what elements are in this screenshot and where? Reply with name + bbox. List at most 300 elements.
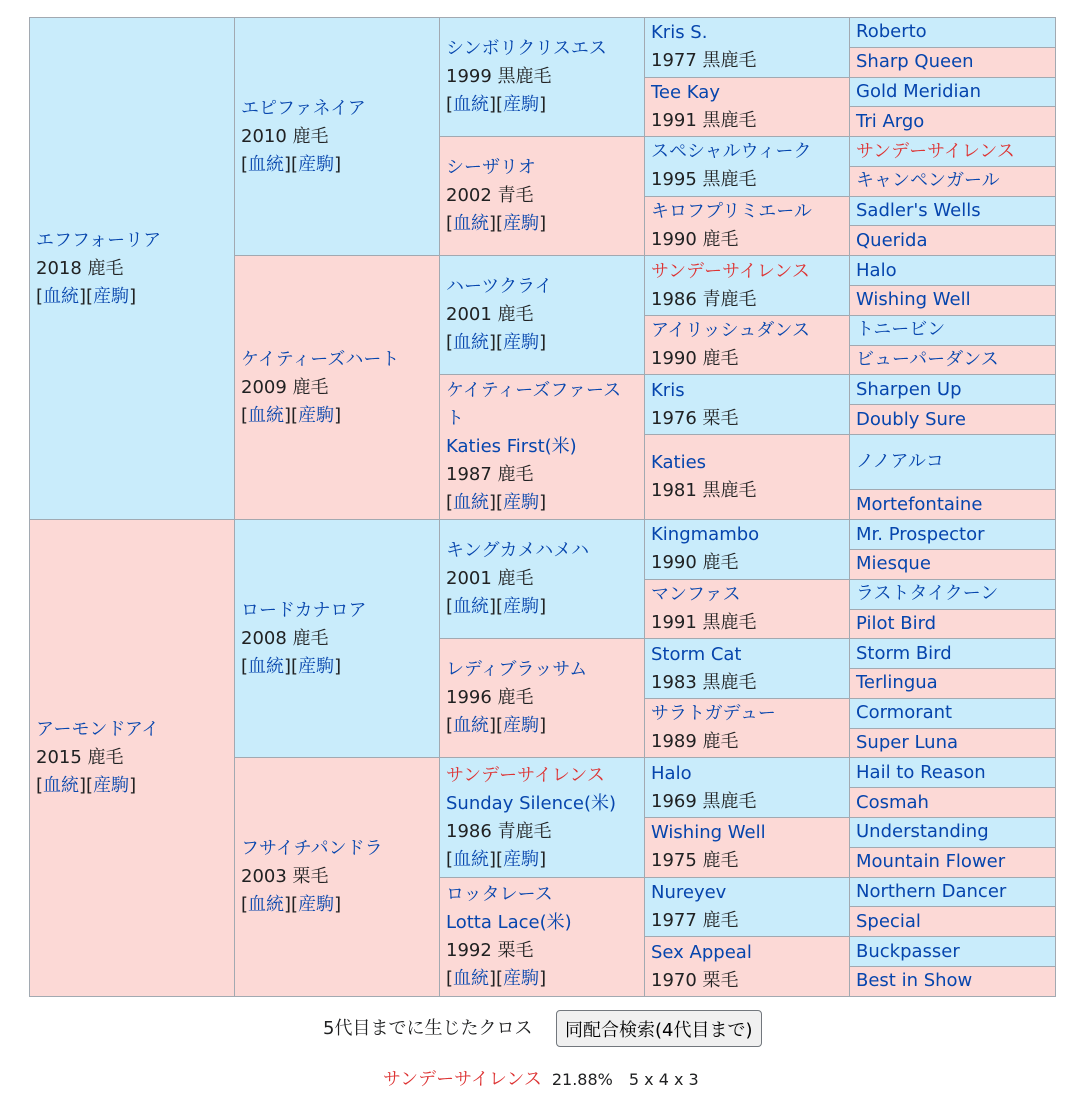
coat-color: 鹿毛 [292,627,329,649]
bracket: ][ [489,213,504,235]
birth-line [651,847,843,875]
bracket: ] [334,894,342,916]
pedigree-cell-gen5 [850,788,1056,818]
horse-name-link[interactable]: アーモンドアイ [36,719,160,741]
link-line [446,712,638,740]
pedigree-cell-gen5 [850,375,1056,405]
horse-name-link[interactable]: スペシャルウィーク [651,141,812,163]
pedigree-cell-gen5 [850,47,1056,77]
pedigree-cell-gen5 [850,966,1056,996]
pedigree-cell-gen3 [440,877,645,996]
pedigree-cell-gen3 [440,520,645,639]
cross-label: 5代目までに生じたクロス [323,1018,533,1039]
horse-name-link[interactable]: ロッタレース [446,883,553,905]
horse-name-link[interactable]: キャンペンガール [856,170,1000,192]
bracket: ] [539,94,547,116]
link-line [241,653,433,681]
pedigree-cell-gen4 [645,818,850,878]
birth-year: 1991 [651,612,697,634]
coat-color: 黒鹿毛 [702,109,757,131]
pedigree-cell-gen5 [850,818,1056,848]
horse-alt-name-link[interactable]: Lotta Lace(米) [446,911,572,933]
coat-color: 鹿毛 [702,228,739,250]
pedigree-cell-gen5 [850,907,1056,937]
birth-line [651,609,843,637]
bracket: [ [446,492,454,514]
coat-color: 鹿毛 [702,348,739,370]
bracket: [ [36,775,44,797]
pedigree-link[interactable]: 血統 [43,775,80,797]
bracket: [ [36,285,44,307]
progeny-link[interactable]: 産駒 [298,894,335,916]
horse-name-link[interactable]: アイリッシュダンス [651,320,810,342]
horse-name-link[interactable]: Katies [651,452,707,474]
pedigree-cell-gen5 [850,166,1056,196]
pedigree-cell-gen3 [440,18,645,137]
bracket: [ [241,404,249,426]
pedigree-link[interactable]: 血統 [453,715,490,737]
pedigree-cell-gen5 [850,847,1056,877]
bracket: ] [539,715,547,737]
cross-horse-link[interactable]: サンデーサイレンス [383,1069,542,1090]
horse-name-link[interactable]: Terlingua [856,672,938,694]
birth-year: 1975 [651,850,697,872]
pedigree-cell-gen4 [645,937,850,997]
same-mating-search-button[interactable]: 同配合検索(4代目まで) [556,1010,762,1047]
link-line [241,151,433,179]
horse-name-link[interactable]: ケイティーズファースト [446,380,622,430]
bracket: [ [446,967,454,989]
horse-name-link[interactable]: Pilot Bird [856,612,937,634]
horse-alt-name-link[interactable]: Katies First(米) [446,436,577,458]
bracket: [ [241,153,249,175]
bracket: ][ [284,894,299,916]
coat-color: 青毛 [497,185,534,207]
horse-name-link[interactable]: Querida [856,229,928,251]
progeny-link[interactable]: 産駒 [503,492,540,514]
birth-year: 2003 [241,866,287,888]
pedigree-link[interactable]: 血統 [453,967,490,989]
pedigree-cell-gen5 [850,345,1056,375]
pedigree-link[interactable]: 血統 [248,655,285,677]
horse-name-link[interactable]: エフフォーリア [36,229,162,251]
coat-color: 鹿毛 [87,257,124,279]
pedigree-link[interactable]: 血統 [453,213,490,235]
birth-line [241,123,433,151]
pedigree-cell-gen5 [850,405,1056,435]
pedigree-cell-gen5 [850,77,1056,107]
horse-name-link[interactable]: ラストタイクーン [856,583,999,605]
pedigree-cell-gen5 [850,728,1056,758]
birth-year: 2002 [446,185,492,207]
pedigree-cell-gen5 [850,877,1056,907]
pedigree-link[interactable]: 血統 [453,596,490,618]
link-line [446,329,638,357]
link-line [446,210,638,238]
link-line [241,891,433,919]
coat-color: 栗毛 [292,866,329,888]
pedigree-cell-gen5 [850,137,1056,167]
horse-name-link[interactable]: エピファネイア [241,97,366,119]
coat-color: 鹿毛 [702,909,739,931]
horse-name-link[interactable]: ロードカナロア [241,599,367,621]
horse-name-link[interactable]: Northern Dancer [856,880,1007,902]
coat-color: 鹿毛 [702,731,739,753]
birth-line [241,374,433,402]
birth-line [446,684,638,712]
horse-name-link[interactable]: シーザリオ [446,157,536,179]
coat-color: 黒鹿毛 [702,671,757,693]
pedigree-cell-gen3 [440,256,645,375]
pedigree-cell-gen5 [850,286,1056,316]
horse-name-link[interactable]: Mr. Prospector [856,523,985,545]
horse-name-link[interactable]: Best in Show [856,970,973,992]
birth-year: 1992 [446,939,492,961]
horse-name-link[interactable]: Halo [651,762,692,784]
horse-name-link[interactable]: Sharpen Up [856,378,962,400]
horse-name-link[interactable]: Storm Cat [651,643,742,665]
pedigree-link[interactable]: 血統 [453,848,490,870]
cross-result [383,1068,699,1092]
birth-year: 2008 [241,627,287,649]
pedigree-cell-gen5 [850,609,1056,639]
progeny-link[interactable]: 産駒 [503,967,540,989]
birth-line [651,107,843,135]
pedigree-cell-gen3 [440,639,645,758]
pedigree-cell-gen5 [850,937,1056,967]
pedigree-cell-gen4 [645,579,850,639]
horse-name-link[interactable]: サラトガデュー [651,703,776,725]
bracket: ] [539,492,547,514]
pedigree-cell-gen2 [235,256,440,520]
birth-line [241,625,433,653]
horse-name-link[interactable]: Halo [856,259,897,281]
horse-name-link[interactable]: フサイチパンドラ [241,838,383,860]
pedigree-cell-gen4 [645,639,850,699]
birth-line [446,818,638,846]
pedigree-table [29,17,1056,997]
pedigree-row [30,18,1056,48]
birth-line [651,549,843,577]
birth-year: 1995 [651,169,697,191]
bracket: ][ [79,285,94,307]
pedigree-cell-gen4 [645,698,850,758]
pedigree-cell-gen5 [850,196,1056,226]
birth-year: 2015 [36,747,82,769]
pedigree-cell-gen5 [850,256,1056,286]
pedigree-cell-gen5 [850,490,1056,520]
horse-name-link[interactable]: Sadler's Wells [856,200,981,222]
birth-line [446,301,638,329]
progeny-link[interactable]: 産駒 [503,596,540,618]
birth-line [446,182,638,210]
progeny-link[interactable]: 産駒 [298,404,335,426]
pedigree-cell-gen4 [645,758,850,818]
horse-name-link[interactable]: Nureyev [651,881,727,903]
bracket: ] [539,848,547,870]
bracket: [ [446,213,454,235]
birth-line [446,565,638,593]
coat-color: 黒鹿毛 [702,790,757,812]
horse-name-link[interactable]: シンボリクリスエス [446,38,607,60]
cross-section [0,1005,1078,1105]
coat-color: 栗毛 [702,407,739,429]
bracket: ][ [284,153,299,175]
birth-line [651,345,843,373]
coat-color: 鹿毛 [292,376,329,398]
coat-color: 鹿毛 [292,125,329,147]
pedigree-cell-gen5 [850,698,1056,728]
link-line [446,593,638,621]
horse-name-link[interactable]: ハーツクライ [446,276,553,298]
birth-year: 2009 [241,376,287,398]
horse-name-link[interactable]: レディブラッサム [446,659,588,681]
birth-line [651,728,843,756]
horse-name-link[interactable]: Sex Appeal [651,941,752,963]
pedigree-cell-gen4 [645,375,850,435]
coat-color: 栗毛 [497,939,534,961]
pedigree-cell-gen1 [30,18,235,520]
horse-name-link[interactable]: Kris S. [651,22,708,44]
pedigree-cell-gen5 [850,549,1056,579]
horse-name-link[interactable]: マンファス [651,584,741,606]
birth-line [651,226,843,254]
bracket: ] [129,775,137,797]
bracket: [ [446,715,454,737]
pedigree-cell-gen3 [440,137,645,256]
coat-color: 鹿毛 [702,850,739,872]
pedigree-cell-gen3 [440,375,645,520]
horse-name-link[interactable]: Mortefontaine [856,493,983,515]
pedigree-link[interactable]: 血統 [248,404,285,426]
pedigree-cell-gen4 [645,877,850,937]
horse-name-link[interactable]: Tri Argo [856,110,925,132]
horse-name-link[interactable]: Kris [651,379,685,401]
coat-color: 鹿毛 [497,464,534,486]
horse-name-link[interactable]: Storm Bird [856,642,952,664]
coat-color: 栗毛 [702,969,739,991]
progeny-link[interactable]: 産駒 [503,848,540,870]
horse-name-link[interactable]: Doubly Sure [856,408,966,430]
coat-color: 鹿毛 [497,568,534,590]
birth-line [651,788,843,816]
birth-year: 1999 [446,66,492,88]
birth-line [651,967,843,995]
birth-year: 1986 [651,288,697,310]
pedigree-cell-gen2 [235,18,440,256]
birth-year: 1969 [651,790,697,812]
pedigree-cell-gen1 [30,520,235,997]
horse-name-link[interactable]: Hail to Reason [856,761,986,783]
birth-line [651,669,843,697]
coat-color: 鹿毛 [702,552,739,574]
progeny-link[interactable]: 産駒 [503,94,540,116]
birth-year: 1996 [446,687,492,709]
horse-name-link[interactable]: Buckpasser [856,940,960,962]
birth-year: 2001 [446,568,492,590]
pedigree-cell-gen5 [850,315,1056,345]
bracket: [ [446,332,454,354]
bracket: ][ [489,715,504,737]
pedigree-cell-gen5 [850,639,1056,669]
pedigree-cell-gen5 [850,758,1056,788]
horse-name-link[interactable]: Roberto [856,21,927,43]
cross-stats: 21.88% 5 x 4 x 3 [551,1070,699,1089]
horse-name-link[interactable]: Special [856,910,921,932]
horse-name-link[interactable]: Understanding [856,821,989,843]
birth-line [446,63,638,91]
bracket: ][ [489,332,504,354]
birth-year: 2010 [241,125,287,147]
bracket: [ [446,596,454,618]
pedigree-cell-gen5 [850,107,1056,137]
horse-name-link[interactable]: Tee Kay [651,81,720,103]
bracket: [ [446,94,454,116]
link-line [446,489,638,517]
birth-line [651,907,843,935]
birth-line [651,477,843,505]
birth-year: 1976 [651,407,697,429]
pedigree-link[interactable]: 血統 [43,285,80,307]
bracket: [ [446,848,454,870]
horse-name-link[interactable]: Cosmah [856,791,929,813]
horse-name-link[interactable]: Gold Meridian [856,80,981,102]
pedigree-link[interactable]: 血統 [453,332,490,354]
coat-color: 鹿毛 [87,747,124,769]
coat-color: 鹿毛 [497,687,534,709]
birth-year: 1986 [446,820,492,842]
pedigree-cell-gen5 [850,18,1056,48]
horse-name-link[interactable]: Cormorant [856,702,953,724]
pedigree-cell-gen3 [440,758,645,877]
birth-year: 1977 [651,50,697,72]
birth-year: 1981 [651,480,697,502]
progeny-link[interactable]: 産駒 [298,153,335,175]
birth-year: 2001 [446,304,492,326]
coat-color: 黒鹿毛 [702,480,757,502]
horse-name-link[interactable]: ノノアルコ [856,451,944,473]
pedigree-link[interactable]: 血統 [248,894,285,916]
horse-name-link[interactable]: サンデーサイレンス [446,764,605,786]
coat-color: 黒鹿毛 [497,66,552,88]
bracket: ][ [489,94,504,116]
pedigree-cell-gen2 [235,758,440,997]
bracket: ] [334,404,342,426]
birth-year: 1977 [651,909,697,931]
progeny-link[interactable]: 産駒 [503,715,540,737]
horse-name-link[interactable]: Miesque [856,553,931,575]
horse-name-link[interactable]: ケイティーズハート [241,348,400,370]
horse-name-link[interactable]: Sharp Queen [856,51,974,73]
horse-name-link[interactable]: キングカメハメハ [446,540,590,562]
progeny-link[interactable]: 産駒 [93,285,130,307]
pedigree-cell-gen5 [850,669,1056,699]
horse-name-link[interactable]: サンデーサイレンス [856,140,1015,162]
bracket: ][ [284,404,299,426]
horse-name-link[interactable]: Super Luna [856,732,959,754]
birth-year: 2018 [36,257,82,279]
progeny-link[interactable]: 産駒 [503,213,540,235]
birth-line [446,937,638,965]
pedigree-cell-gen5 [850,520,1056,550]
pedigree-cell-gen4 [645,77,850,137]
horse-name-link[interactable]: Mountain Flower [856,851,1006,873]
link-line [446,965,638,993]
birth-year: 1991 [651,109,697,131]
birth-line [651,286,843,314]
pedigree-link[interactable]: 血統 [453,492,490,514]
bracket: ] [539,967,547,989]
pedigree-cell-gen4 [645,137,850,197]
progeny-link[interactable]: 産駒 [503,332,540,354]
link-line [36,283,228,311]
pedigree-cell-gen4 [645,315,850,375]
horse-name-link[interactable]: トニービン [856,319,946,341]
birth-year: 1983 [651,671,697,693]
coat-color: 黒鹿毛 [702,612,757,634]
bracket: ] [334,153,342,175]
birth-line [36,255,228,283]
birth-year: 1989 [651,731,697,753]
bracket: ][ [489,848,504,870]
progeny-link[interactable]: 産駒 [298,655,335,677]
coat-color: 鹿毛 [497,304,534,326]
pedigree-cell-gen2 [235,520,440,758]
horse-name-link[interactable]: Kingmambo [651,524,760,546]
pedigree-cell-gen4 [645,256,850,316]
birth-line [651,47,843,75]
pedigree-link[interactable]: 血統 [248,153,285,175]
bracket: ] [334,655,342,677]
pedigree-cell-gen5 [850,226,1056,256]
horse-name-link[interactable]: Wishing Well [856,289,971,311]
bracket: ][ [489,967,504,989]
horse-name-link[interactable]: ビューパーダンス [856,348,999,370]
coat-color: 黒鹿毛 [702,169,757,191]
bracket: [ [241,894,249,916]
birth-line [651,405,843,433]
pedigree-cell-gen4 [645,434,850,519]
progeny-link[interactable]: 産駒 [93,775,130,797]
birth-line [651,166,843,194]
pedigree-cell-gen4 [645,196,850,256]
bracket: ] [539,332,547,354]
bracket: ] [539,213,547,235]
pedigree-link[interactable]: 血統 [453,94,490,116]
coat-color: 青鹿毛 [702,288,757,310]
bracket: ][ [79,775,94,797]
link-line [241,402,433,430]
birth-line [241,863,433,891]
pedigree-row [30,520,1056,550]
horse-name-link[interactable]: Wishing Well [651,822,766,844]
coat-color: 黒鹿毛 [702,50,757,72]
link-line [36,772,228,800]
birth-year: 1990 [651,552,697,574]
horse-name-link[interactable]: サンデーサイレンス [651,260,810,282]
birth-year: 1990 [651,228,697,250]
birth-year: 1987 [446,464,492,486]
bracket: ][ [284,655,299,677]
birth-line [446,461,638,489]
birth-year: 1990 [651,348,697,370]
horse-alt-name-link[interactable]: Sunday Silence(米) [446,792,616,814]
bracket: ][ [489,596,504,618]
coat-color: 青鹿毛 [497,820,552,842]
horse-name-link[interactable]: キロフプリミエール [651,200,812,222]
pedigree-cell-gen5 [850,434,1056,489]
link-line [446,91,638,119]
